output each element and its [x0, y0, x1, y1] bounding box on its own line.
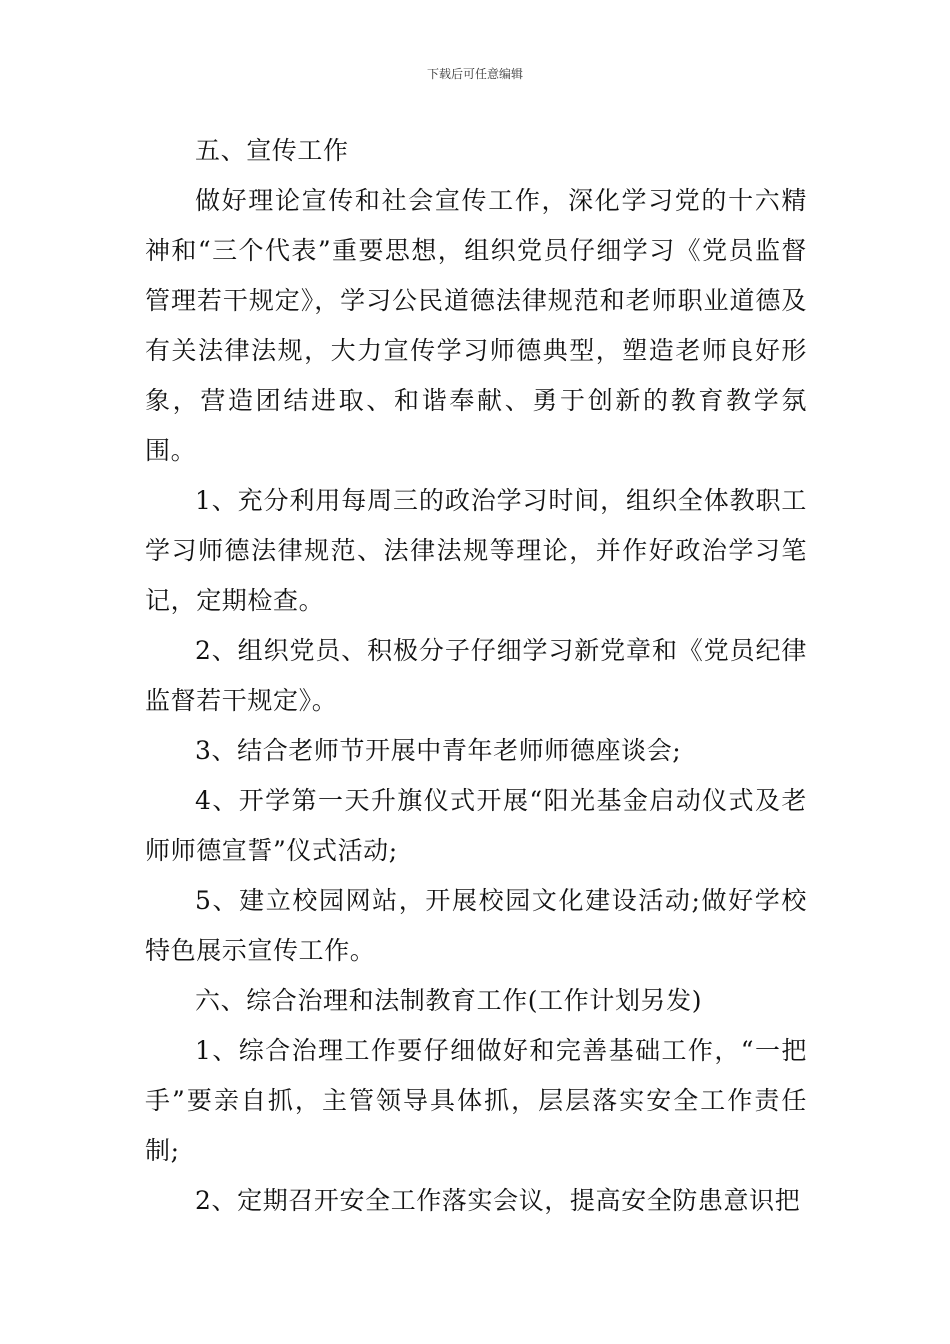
- paragraph-item-5: 5、建立校园网站，开展校园文化建设活动;做好学校特色展示宣传工作。: [145, 886, 807, 965]
- paragraph-publicity-intro: 做好理论宣传和社会宣传工作，深化学习党的十六精神和“三个代表”重要思想，组织党员仔细学习《党员监督管理若干规定》，学习公民道德法律规范和老师职业道德及有关法律法规，大力宣传学习师德典型，塑造老师良好形象，营造团结进取、和谐奉献、勇于创新的教育教学氛围。: [145, 186, 807, 465]
- section-heading-governance: 六、综合治理和法制教育工作(工作计划另发): [195, 986, 703, 1015]
- paragraph-governance-item-2: 2、定期召开安全工作落实会议，提高安全防患意识把: [195, 1186, 801, 1215]
- paragraph-item-1: 1、充分利用每周三的政治学习时间，组织全体教职工学习师德法律规范、法律法规等理论，并作好政治学习笔记，定期检查。: [145, 486, 807, 615]
- page-header: 下载后可任意编辑: [426, 67, 523, 81]
- document-body: [145, 126, 807, 1226]
- paragraph-item-4: 4、开学第一天升旗仪式开展“阳光基金启动仪式及老师师德宣誓”仪式活动;: [145, 786, 807, 865]
- paragraph-governance-item-1: 1、综合治理工作要仔细做好和完善基础工作，“一把手”要亲自抓，主管领导具体抓，层层落实安全工作责任制;: [145, 1036, 807, 1165]
- section-heading-publicity: 五、宣传工作: [195, 136, 349, 165]
- paragraph-item-3: 3、结合老师节开展中青年老师师德座谈会;: [195, 736, 682, 765]
- paragraph-item-2: 2、组织党员、积极分子仔细学习新党章和《党员纪律监督若干规定》。: [145, 636, 807, 715]
